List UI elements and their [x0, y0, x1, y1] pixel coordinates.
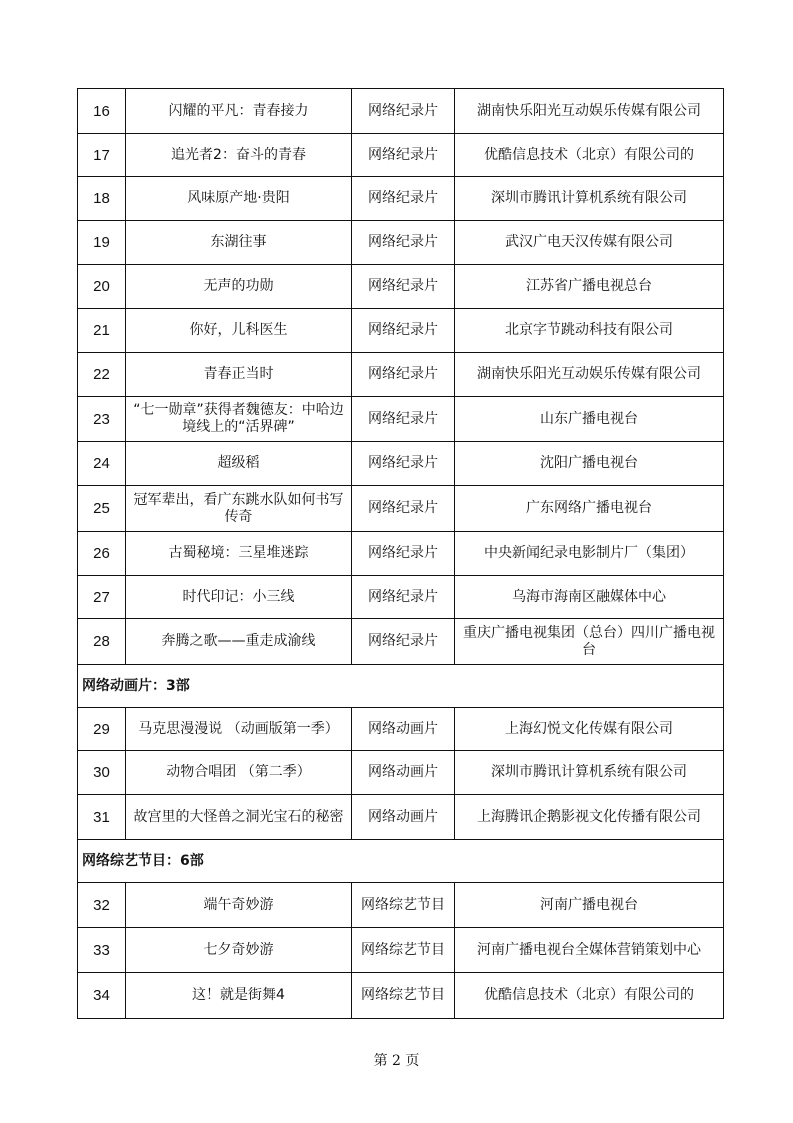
- producer-org: 上海腾讯企鹅影视文化传播有限公司: [455, 795, 724, 840]
- program-category: 网络动画片: [352, 751, 455, 795]
- program-title: 冠军辈出，看广东跳水队如何书写传奇: [126, 486, 352, 532]
- section-row: [78, 840, 724, 883]
- program-category: 网络纪录片: [352, 353, 455, 397]
- table-row: [78, 265, 724, 309]
- row-number: 34: [78, 973, 126, 1019]
- program-category: 网络纪录片: [352, 309, 455, 353]
- program-category: 网络纪录片: [352, 397, 455, 442]
- program-title: “七一勋章”获得者魏德友：中哈边境线上的“活界碑”: [126, 397, 352, 442]
- program-title: 七夕奇妙游: [126, 928, 352, 973]
- table-row: [78, 442, 724, 486]
- row-number: 24: [78, 442, 126, 486]
- producer-org: 沈阳广播电视台: [455, 442, 724, 486]
- row-number: 27: [78, 576, 126, 619]
- table-row: [78, 576, 724, 619]
- program-title: 端午奇妙游: [126, 883, 352, 928]
- program-category: 网络纪录片: [352, 619, 455, 665]
- row-number: 25: [78, 486, 126, 532]
- producer-org: 湖南快乐阳光互动娱乐传媒有限公司: [455, 89, 724, 134]
- page-number: 第 2 页: [373, 1053, 420, 1069]
- row-number: 23: [78, 397, 126, 442]
- producer-org: 河南广播电视台全媒体营销策划中心: [455, 928, 724, 973]
- table-row: [78, 221, 724, 265]
- section-heading: 网络综艺节目：6部: [78, 840, 724, 883]
- table-row: [78, 134, 724, 177]
- program-category: 网络动画片: [352, 795, 455, 840]
- producer-org: 上海幻悦文化传媒有限公司: [455, 708, 724, 751]
- row-number: 26: [78, 532, 126, 576]
- table-row: [78, 89, 724, 134]
- producer-org: 山东广播电视台: [455, 397, 724, 442]
- program-category: 网络纪录片: [352, 89, 455, 134]
- table-row: [78, 795, 724, 840]
- table-row: [78, 883, 724, 928]
- program-category: 网络动画片: [352, 708, 455, 751]
- producer-org: 武汉广电天汉传媒有限公司: [455, 221, 724, 265]
- producer-org: 乌海市海南区融媒体中心: [455, 576, 724, 619]
- program-title: 时代印记：小三线: [126, 576, 352, 619]
- table-row: [78, 309, 724, 353]
- producer-org: 深圳市腾讯计算机系统有限公司: [455, 177, 724, 221]
- table-row: [78, 177, 724, 221]
- producer-org: 重庆广播电视集团（总台）四川广播电视台: [455, 619, 724, 665]
- program-category: 网络纪录片: [352, 177, 455, 221]
- producer-org: 湖南快乐阳光互动娱乐传媒有限公司: [455, 353, 724, 397]
- section-heading: 网络动画片：3部: [78, 665, 724, 708]
- program-title: 无声的功勋: [126, 265, 352, 309]
- program-title: 故宫里的大怪兽之洞光宝石的秘密: [126, 795, 352, 840]
- row-number: 30: [78, 751, 126, 795]
- row-number: 33: [78, 928, 126, 973]
- program-category: 网络综艺节目: [352, 928, 455, 973]
- program-category: 网络纪录片: [352, 486, 455, 532]
- program-category: 网络纪录片: [352, 265, 455, 309]
- program-title: 你好，儿科医生: [126, 309, 352, 353]
- table-row: [78, 619, 724, 665]
- row-number: 28: [78, 619, 126, 665]
- program-category: 网络综艺节目: [352, 883, 455, 928]
- producer-org: 河南广播电视台: [455, 883, 724, 928]
- section-row: [78, 665, 724, 708]
- table-row: [78, 973, 724, 1019]
- table-row: [78, 397, 724, 442]
- program-category: 网络纪录片: [352, 442, 455, 486]
- program-title: 风味原产地·贵阳: [126, 177, 352, 221]
- row-number: 18: [78, 177, 126, 221]
- program-category: 网络纪录片: [352, 576, 455, 619]
- producer-org: 北京字节跳动科技有限公司: [455, 309, 724, 353]
- program-category: 网络纪录片: [352, 532, 455, 576]
- producer-org: 广东网络广播电视台: [455, 486, 724, 532]
- program-title: 奔腾之歌——重走成渝线: [126, 619, 352, 665]
- programs-table: [77, 88, 724, 1019]
- table-row: [78, 708, 724, 751]
- producer-org: 优酷信息技术（北京）有限公司的: [455, 134, 724, 177]
- program-category: 网络综艺节目: [352, 973, 455, 1019]
- producer-org: 江苏省广播电视总台: [455, 265, 724, 309]
- program-title: 马克思漫漫说 （动画版第一季）: [126, 708, 352, 751]
- table-row: [78, 751, 724, 795]
- table-row: [78, 353, 724, 397]
- program-category: 网络纪录片: [352, 221, 455, 265]
- program-title: 东湖往事: [126, 221, 352, 265]
- row-number: 22: [78, 353, 126, 397]
- program-title: 追光者2：奋斗的青春: [126, 134, 352, 177]
- row-number: 32: [78, 883, 126, 928]
- program-title: 闪耀的平凡：青春接力: [126, 89, 352, 134]
- row-number: 21: [78, 309, 126, 353]
- program-title: 古蜀秘境：三星堆迷踪: [126, 532, 352, 576]
- row-number: 29: [78, 708, 126, 751]
- producer-org: 深圳市腾讯计算机系统有限公司: [455, 751, 724, 795]
- row-number: 20: [78, 265, 126, 309]
- program-title: 动物合唱团 （第二季）: [126, 751, 352, 795]
- program-category: 网络纪录片: [352, 134, 455, 177]
- table-row: [78, 532, 724, 576]
- program-title: 青春正当时: [126, 353, 352, 397]
- row-number: 19: [78, 221, 126, 265]
- producer-org: 优酷信息技术（北京）有限公司的: [455, 973, 724, 1019]
- program-title: 这！就是街舞4: [126, 973, 352, 1019]
- row-number: 16: [78, 89, 126, 134]
- program-title: 超级稻: [126, 442, 352, 486]
- table-row: [78, 928, 724, 973]
- table-row: [78, 486, 724, 532]
- row-number: 31: [78, 795, 126, 840]
- row-number: 17: [78, 134, 126, 177]
- producer-org: 中央新闻纪录电影制片厂（集团）: [455, 532, 724, 576]
